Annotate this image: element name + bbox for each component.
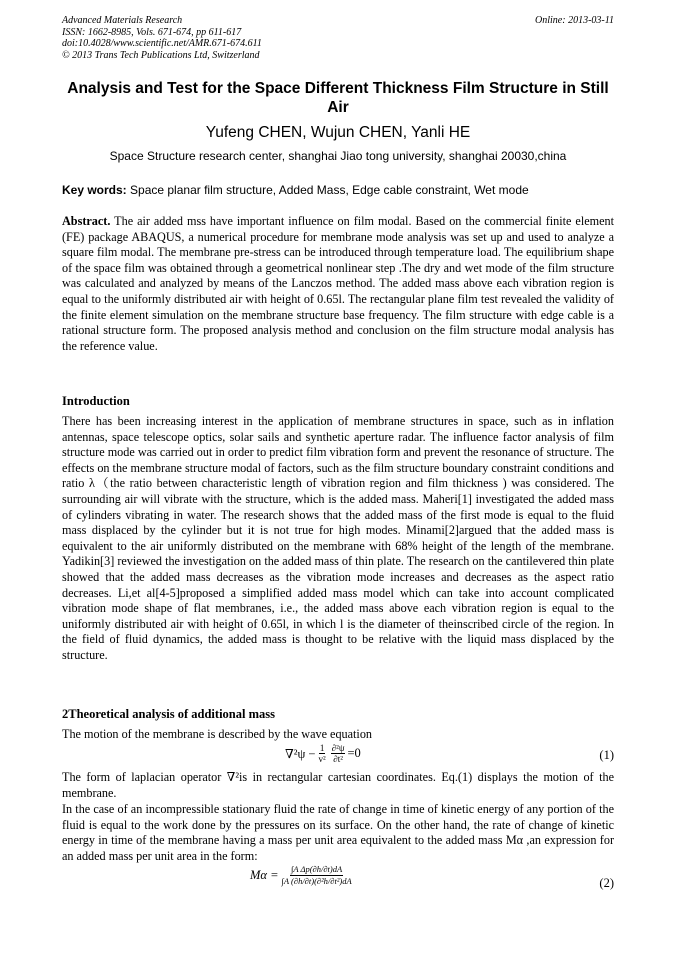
section2-paragraph-1: The motion of the membrane is described by the wave equation [62, 727, 373, 741]
equation-1 [62, 743, 614, 767]
keywords-label: Key words: [62, 183, 127, 197]
keywords [62, 183, 614, 197]
eq1-frac1-den: v² [318, 754, 326, 764]
section-heading-introduction: Introduction [62, 394, 130, 408]
equation-2-body [250, 864, 355, 887]
journal-name: Advanced Materials Research [62, 15, 183, 26]
journal-header [62, 15, 262, 61]
introduction-text: There has been increasing interest in the application of membrane structures in space, such as in inflation antennas, space telescope optics, solar sails and synthetic aperture radar. The influence factor analysis of film structure mode was carried out in order to predict film vibration form and prevent the resonance of structure. The effects on the membrane structure modal of factors, such as the film structure boundary constraint conditions and ratio λ（the ratio between characteristic length of vibration region and film thickness ) was considered. The surrounding air will vibrate with the structure, which is the added mass. Maheri[1] investigated the added mass of cylinders vibrating in water. The research shows that the added mass of the first mode is equal to the fluid mass displaced by the cylinder but it is not true for high modes. Minami[2]argued that the added mass is equivalent to the air uniformly distributed on the membrane with 68% height of the length of the membrane. Yadikin[3] reviewed the investigation on the added mass of thin plate. The research on the cantilevered thin plate showed that the added mass decreases as the vibration mode increases and decreases as the aspect ratio decreases. Li,et al[4-5]proposed a simplified added mass model which can take into account complicated vibration mode shape of flat membranes, i.e., the added mass above each vibration region is equal to the uniformly distributed air with height of 0.65l, in which l is the diameter of theinscribed circle of the region. In the field of fluid dynamics, the added mass is thought to be relative with the liquid mass displaced by the structure. [62, 414, 614, 662]
paper-authors: Yufeng CHEN, Wujun CHEN, Yanli HE [205, 124, 471, 141]
eq1-rhs: =0 [347, 746, 361, 760]
section2-paragraph-2: The form of laplacian operator ∇²is in rectangular cartesian coordinates. Eq.(1) displays the motion of the membrane. [62, 770, 614, 800]
paper-title: Analysis and Test for the Space Different Thickness Film Structure in Still Air [67, 80, 609, 116]
equation-2 [62, 862, 614, 906]
eq1-fraction-2 [331, 743, 346, 764]
eq2-lhs: Mα = [250, 868, 279, 882]
issn-line: ISSN: 1662-8985, Vols. 671-674, pp 611-617 [62, 26, 242, 38]
abstract-label: Abstract. [62, 214, 111, 228]
eq1-frac1-num: 1 [319, 743, 325, 753]
eq1-frac2-num: ∂²ψ [331, 743, 345, 753]
keywords-text: Space planar film structure, Added Mass, Edge cable constraint, Wet mode [126, 183, 529, 197]
paper-affiliation: Space Structure research center, shanghai Jiao tong university, shanghai 20030,china [109, 149, 567, 163]
eq2-fraction [281, 864, 353, 887]
eq1-lhs: ∇²ψ − [285, 746, 316, 761]
equation-1-number: (1) [599, 748, 614, 762]
copyright-line: © 2013 Trans Tech Publications Ltd, Switzerland [62, 49, 260, 61]
abstract [62, 214, 614, 354]
section2-paragraph-3: In the case of an incompressible stationary fluid the rate of change in time of kinetic energy of any portion of the fluid is equal to the work done by the pressures on its surface. On the other hand, the rate of change of kinetic energy in time of the membrane having a mass per unit area equivalent to the added mass Mα ,an expression for an added mass per unit area in the form: [62, 802, 614, 863]
abstract-text: The air added mss have important influence on film modal. Based on the commercial finite element (FE) package ABAQUS, a numerical procedure for membrane mode analysis was set up and used to analyze a square film modal. The membrane pre-stress can be introduced through temperature load. The equilibrium shape of the space film was obtained through a geometrical nonlinear step .The dry and wet mode of the film structure was calculated and analyzed by means of the Lanczos method. The added mass above each vibration region is equal to the uniformly distributed air with height of 0.65l. The rectangular plane film test revealed the validity of the finite element simulation on the membrane structure base frequency. The film structure with edge cable is a rational structure form. The proposed analysis method and conclusion on the film structure modal analysis has the reference value. [62, 214, 614, 353]
doi-line: doi:10.4028/www.scientific.net/AMR.671-674.611 [62, 38, 262, 49]
section-heading-theory: 2Theoretical analysis of additional mass [62, 707, 275, 721]
eq2-denominator: ∫A (∂h/∂t)(∂²h/∂t²)dA [281, 876, 352, 886]
online-date: Online: 2013-03-11 [535, 15, 614, 26]
eq1-frac2-den: ∂t² [333, 754, 343, 764]
equation-1-body [285, 743, 361, 764]
eq2-numerator: ∫A Δp(∂h/∂t)dA [290, 864, 343, 874]
eq1-fraction-1 [317, 743, 326, 764]
equation-2-number: (2) [599, 876, 614, 890]
